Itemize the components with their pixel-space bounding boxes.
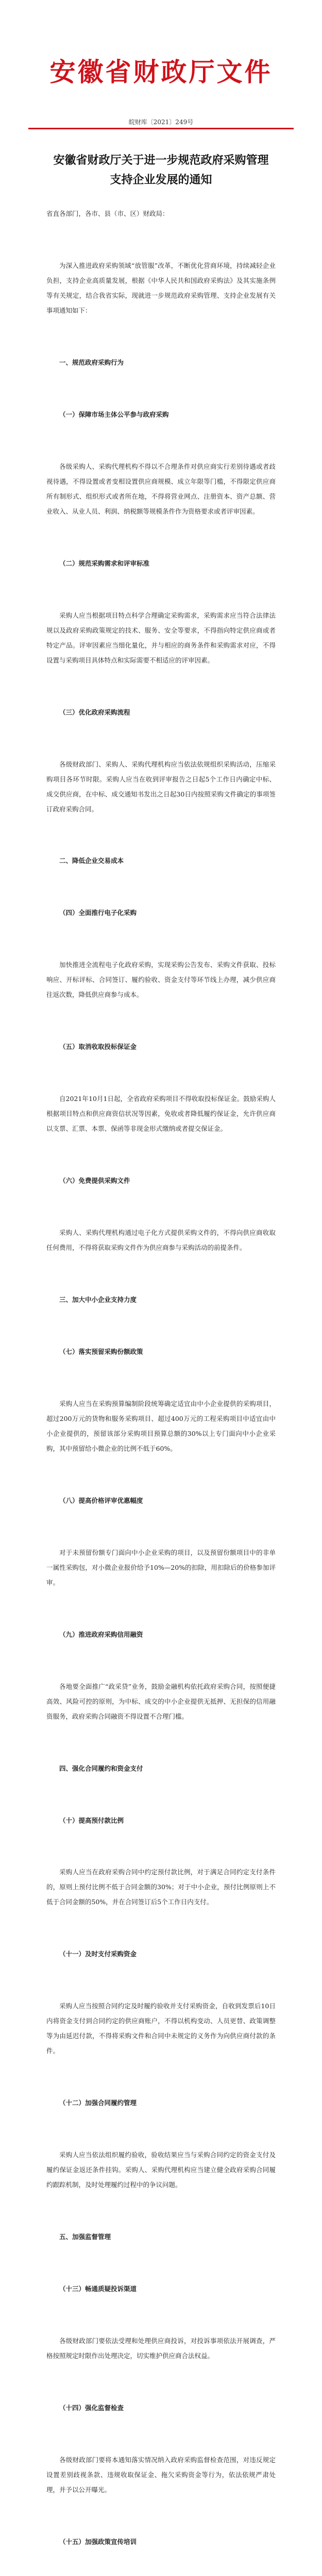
body-paragraph: 各级财政部门要将本通知落实情况纳入政府采购监督检查范围，对违反规定设置差别歧视条款、违规收取保证金、拖欠采购资金等行为，依法依规严肃处理，并予以公开曝光。 (46, 2455, 276, 2494)
body-paragraph: 各级财政部门要依法受理和处理供应商投诉，对投诉事项依法开展调查，严格按照规定时限作出处理决定，切实维护供应商合法权益。 (46, 2337, 276, 2360)
masthead: 安徽省财政厅文件 (49, 57, 273, 87)
document-body (46, 206, 276, 2576)
subsection-heading: （三）优化政府采购流程 (59, 708, 130, 716)
subsection-heading: （九）推进政府采购信用融资 (59, 1630, 143, 1638)
body-paragraph: 采购人应当依法组织履约验收，验收结果应当与采购合同约定的资金支付及履约保证金返还条件挂钩。采购人、采购代理机构应当建立健全政府采购合同履约跟踪机制，及时处理履约过程中的争议问题。 (46, 2151, 276, 2189)
subsection-heading: （十二）加强合同履约管理 (59, 2099, 137, 2107)
intro-paragraph: 为深入推进政府采购领域“放管服”改革，不断优化营商环境，持续减轻企业负担，支持企业高质量发展，根据《中华人民共和国政府采购法》及其实施条例等有关规定，结合我省实际，现就进一步规范政府采购管理、支持企业发展有关事项通知如下： (46, 261, 276, 314)
subsection-heading: （四）全面推行电子化采购 (59, 909, 137, 917)
body-paragraph: 加快推进全流程电子化政府采购，实现采购公告发布、采购文件获取、投标响应、开标评标、合同签订、履约验收、资金支付等环节线上办理，减少供应商往返次数，降低供应商参与成本。 (46, 961, 276, 999)
subsection-heading: （八）提高价格评审优惠幅度 (59, 1496, 143, 1504)
subsection-heading: （十三）畅通质疑投诉渠道 (59, 2285, 137, 2293)
title-line-1: 安徽省财政厅关于进一步规范政府采购管理 (53, 154, 269, 167)
document-number: 皖财库〔2021〕249号 (128, 118, 194, 126)
subsection-heading: （十一）及时支付采购资金 (59, 1950, 137, 1958)
red-divider (28, 128, 294, 129)
salutation: 省直各部门，各市、县（市、区）财政局： (46, 210, 169, 217)
body-paragraph: 自2021年10月1日起，全省政府采购项目不得收取投标保证金。鼓励采购人根据项目特点和供应商资信状况等因素，免收或者降低履约保证金，允许供应商以支票、汇票、本票、保函等非现金形式缴纳或者提交保证金。 (46, 1095, 276, 1133)
body-paragraph: 采购人、采购代理机构通过电子化方式提供采购文件的，不得向供应商收取任何费用，不得将获取采购文件作为供应商参与采购活动的前提条件。 (46, 1229, 276, 1252)
body-paragraph: 各级财政部门、采购人、采购代理机构应当依法依规组织采购活动，压缩采购项目各环节时限。采购人应当在收到评审报告之日起5个工作日内确定中标、成交供应商，在中标、成交通知书发出之日起30日内按照采购文件确定的事项签订政府采购合同。 (46, 760, 276, 813)
section-heading: 五、加强监督管理 (59, 2233, 111, 2241)
subsection-heading: （六）免费提供采购文件 (59, 1177, 130, 1185)
body-paragraph: 采购人应当根据项目特点科学合理确定采购需求，采购需求应当符合法律法规以及政府采购政策规定的技术、服务、安全等要求，不得指向特定供应商或者特定产品。评审因素应当细化量化，并与相应的商务条件和采购需求对应，不得设置与采购项目具体特点和实际需要不相适应的评审因素。 (46, 611, 276, 664)
subsection-heading: （十）提高预付款比例 (59, 1816, 124, 1824)
title-line-2: 支持企业发展的通知 (110, 173, 212, 187)
body-paragraph: 采购人应当按照合同约定及时履约验收并支付采购资金，自收到发票后10日内将资金支付到合同约定的供应商账户，不得以机构变动、人员更替、政策调整等为由延迟付款，不得将采购文件和合同中未规定的义务作为向供应商付款的条件。 (46, 2002, 276, 2055)
section-heading: 三、加大中小企业支持力度 (59, 1296, 137, 1303)
body-paragraph: 各地要全面推广“政采贷”业务，鼓励金融机构依托政府采购合同，按照便捷高效、风险可控的原则，为中标、成交的中小企业提供无抵押、无担保的信用融资服务，政府采购合同融资不得设置不合理门槛。 (46, 1682, 276, 1720)
section-heading: 一、规范政府采购行为 (59, 358, 124, 366)
subsection-heading: （七）落实预留采购份额政策 (59, 1347, 143, 1355)
document-title (41, 150, 281, 190)
section-heading: 二、降低企业交易成本 (59, 857, 124, 865)
section-heading: 四、强化合同履约和资金支付 (59, 1764, 143, 1772)
subsection-heading: （一）保障市场主体公平参与政府采购 (59, 410, 169, 418)
subsection-heading: （十四）强化监督检查 (59, 2403, 124, 2412)
body-paragraph: 对于未预留份额专门面向中小企业采购的项目，以及预留份额项目中的非单一属性采购包，对小微企业报价给予10%—20%的扣除，用扣除后的价格参加评审。 (46, 1548, 276, 1586)
subsection-heading: （五）取消收取投标保证金 (59, 1043, 137, 1051)
body-paragraph: 各级采购人、采购代理机构不得以不合理条件对供应商实行差别待遇或者歧视待遇，不得设置或者变相设置供应商规模、成立年限等门槛，不得限定供应商所有制形式、组织形式或者所在地，不得将营业网点、注册资本、资产总额、营业收入、从业人员、利润、纳税额等规模条件作为资格要求或者评审因素。 (46, 462, 276, 515)
subsection-heading: （二）规范采购需求和评审标准 (59, 559, 150, 567)
body-paragraph: 采购人应当在采购预算编制阶段统筹确定适宜由中小企业提供的采购项目，超过200万元的货物和服务采购项目、超过400万元的工程采购项目中适宜由中小企业提供的，预留该部分采购项目预算总额的30%以上专门面向中小企业采购，其中预留给小微企业的比例不低于60%。 (46, 1399, 276, 1452)
subsection-heading: （十五）加强政策宣传培训 (59, 2537, 137, 2546)
body-paragraph: 采购人应当在政府采购合同中约定预付款比例，对于满足合同约定支付条件的，原则上预付比例不低于合同金额的30%；对于中小企业，预付比例原则上不低于合同金额的50%，并在合同签订后5个工作日内支付。 (46, 1868, 276, 1906)
